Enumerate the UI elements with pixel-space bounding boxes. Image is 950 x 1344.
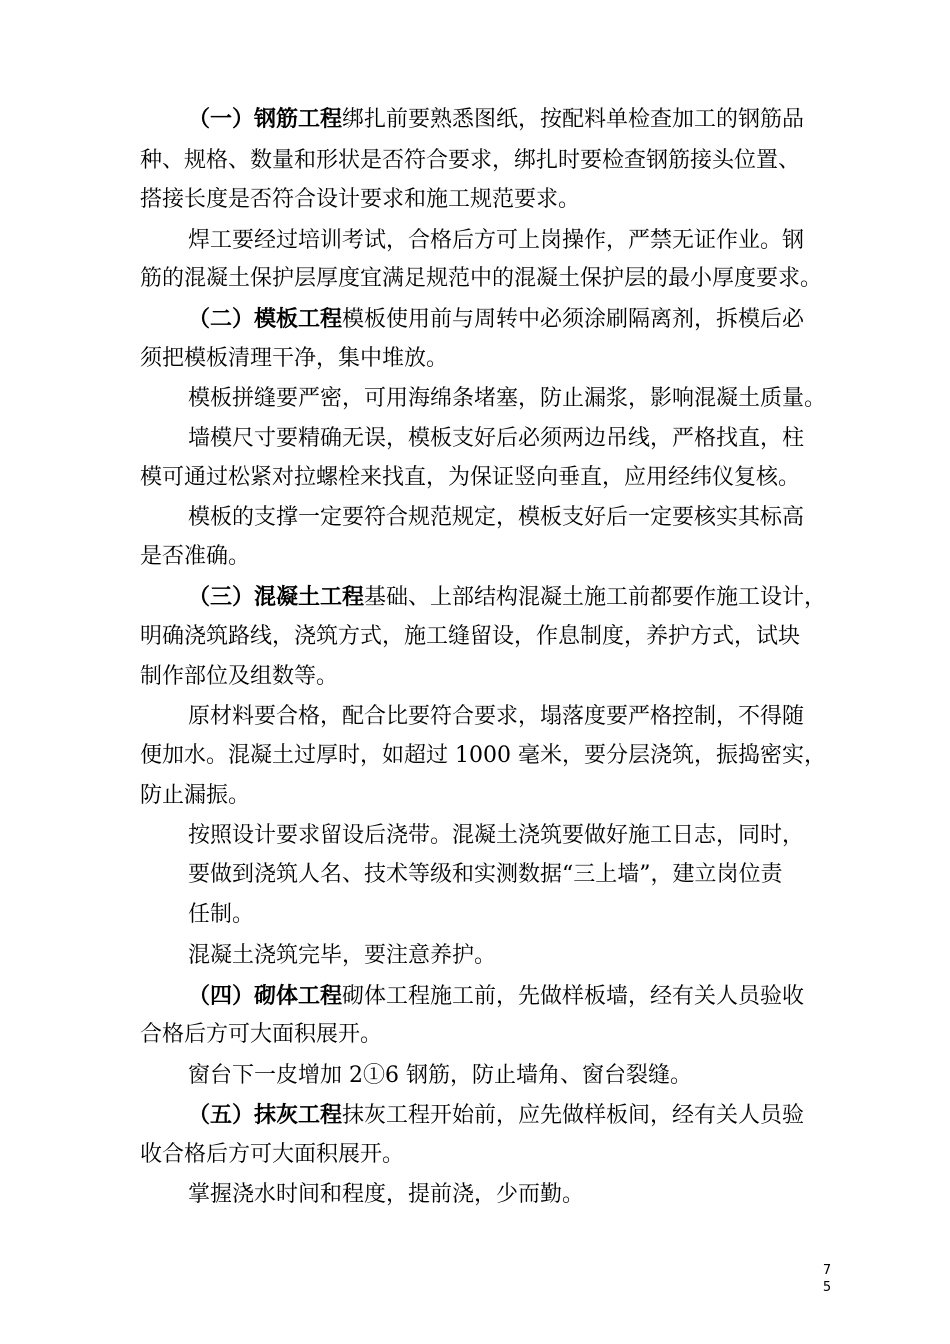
line-text: 模板使用前与周转中必须涂刷隔离剂，拆模后必: [342, 307, 805, 332]
page-number: 7 5: [822, 1263, 832, 1295]
line-text: 模板的支撑一定要符合规范规定，模板支好后一定要核实其标高: [188, 505, 805, 530]
line-text: 种、规格、数量和形状是否符合要求，绑扎时要检查钢筋接头位置、: [140, 148, 801, 173]
text-line: [188, 505, 804, 531]
text-line: [188, 902, 254, 928]
line-text: 搭接长度是否符合设计要求和施工规范要求。: [140, 187, 581, 212]
text-line: [188, 386, 826, 412]
line-text: 明确浇筑路线，浇筑方式，施工缝留设，作息制度，养护方式，试块: [140, 624, 801, 649]
text-line: [188, 984, 804, 1010]
text-line: [140, 783, 250, 809]
line-text: 收合格后方可大面积展开。: [140, 1142, 405, 1167]
text-line: [188, 862, 783, 888]
text-line: [140, 664, 338, 690]
text-line: [140, 266, 822, 292]
line-text: 制作部位及组数等。: [140, 664, 339, 689]
line-text: 墙模尺寸要精确无误，模板支好后必须两边吊线，严格找直，柱: [188, 426, 805, 451]
text-line: [140, 1022, 382, 1048]
text-line: [140, 624, 800, 650]
line-text: 按照设计要求留设后浇带。混凝土浇筑要做好施工日志，同时，: [188, 823, 805, 848]
text-line: [140, 187, 580, 213]
line-text: 窗台下一皮增加 2①6 钢筋，防止墙角、窗台裂缝。: [188, 1063, 692, 1088]
text-line: [188, 307, 804, 333]
line-text: 便加水。混凝土过厚时，如超过 1000 毫米，要分层浇筑，振捣密实，: [140, 743, 826, 768]
section-heading: （五）抹灰工程: [188, 1103, 343, 1128]
line-text: 抹灰工程开始前，应先做样板间，经有关人员验: [342, 1103, 805, 1128]
text-line: [188, 107, 804, 133]
line-text: 合格后方可大面积展开。: [140, 1022, 383, 1047]
line-text: 防止漏振。: [140, 783, 251, 808]
text-line: [188, 1063, 692, 1089]
line-text: 是否准确。: [140, 544, 251, 569]
section-heading: （三）混凝土工程: [188, 585, 365, 610]
line-text: 混凝土浇筑完毕，要注意养护。: [188, 943, 497, 968]
text-line: [188, 1182, 584, 1208]
text-line: [140, 465, 800, 491]
line-text: 筋的混凝土保护层厚度宜满足规范中的混凝土保护层的最小厚度要求。: [140, 266, 823, 291]
text-line: [188, 943, 496, 969]
line-text: 焊工要经过培训考试，合格后方可上岗操作，严禁无证作业。钢: [188, 228, 805, 253]
text-line: [188, 704, 804, 730]
line-text: 砌体工程施工前，先做样板墙，经有关人员验收: [342, 984, 805, 1009]
line-text: 绑扎前要熟悉图纸，按配料单检查加工的钢筋品: [342, 107, 805, 132]
text-line: [188, 585, 826, 611]
line-text: 掌握浇水时间和程度，提前浇，少而勤。: [188, 1182, 585, 1207]
text-line: [188, 823, 804, 849]
section-heading: （一）钢筋工程: [188, 107, 343, 132]
text-line: [188, 426, 804, 452]
text-line: [140, 1142, 404, 1168]
text-line: [140, 346, 448, 372]
text-line: [188, 1103, 804, 1129]
line-text: 模板拼缝要严密，可用海绵条堵塞，防止漏浆，影响混凝土质量。: [188, 386, 827, 411]
text-line: [140, 148, 800, 174]
line-text: 原材料要合格，配合比要符合要求，塌落度要严格控制，不得随: [188, 704, 805, 729]
line-text: 须把模板清理干净，集中堆放。: [140, 346, 449, 371]
line-text: 任制。: [188, 902, 255, 927]
section-heading: （四）砌体工程: [188, 984, 343, 1009]
text-line: [140, 743, 826, 769]
line-text: 模可通过松紧对拉螺栓来找直，为保证竖向垂直，应用经纬仪复核。: [140, 465, 801, 490]
text-line: [188, 228, 804, 254]
text-line: [140, 544, 250, 570]
section-heading: （二）模板工程: [188, 307, 343, 332]
line-text: 要做到浇筑人名、技术等级和实测数据“三上墙”，建立岗位责: [188, 862, 783, 887]
line-text: 基础、上部结构混凝土施工前都要作施工设计，: [364, 585, 827, 610]
